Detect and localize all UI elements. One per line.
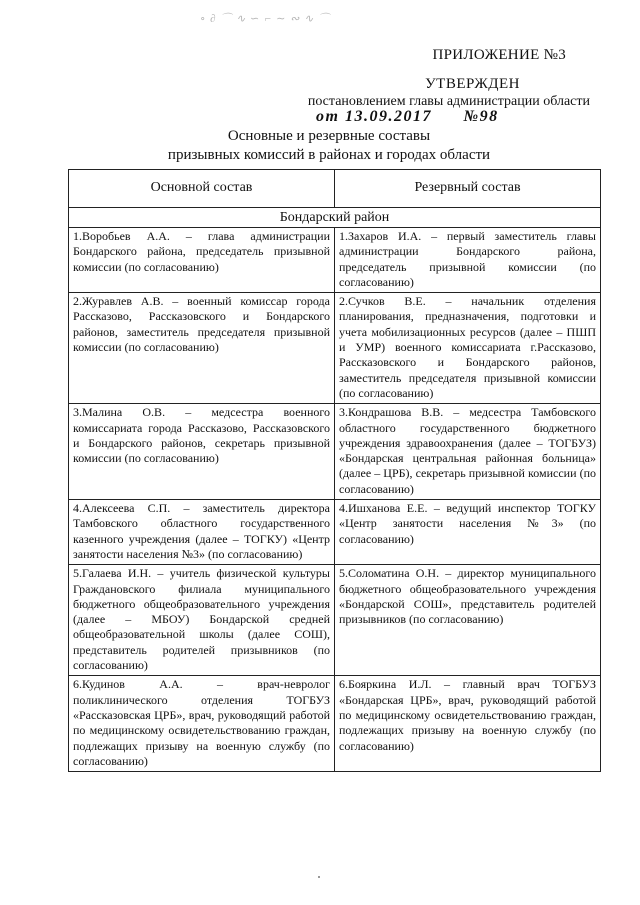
title-line-2: призывных комиссий в районах и городах области [167,147,491,163]
table-row [69,676,601,772]
table-row [69,500,601,565]
page-mark [318,876,320,878]
decree-line: постановлением главы администрации области [307,94,590,109]
reserve-member: 5.Соломатина О.Н. – директор муниципального бюджетного общеобразовательного учреждения «Бондарской СОШ», представитель родителей призывников (по согласованию) [335,565,601,676]
reserve-member: 6.Бояркина И.Л. – главный врач ТОГБУЗ «Бондарская ЦРБ», врач, руководящий работой по медицинскому освидетельствованию граждан, подлежащих призыву на военную службу (по согласованию) [335,676,601,772]
main-member: 6.Кудинов А.А. – врач-невролог поликлинического отделения ТОГБУЗ «Рассказовская ЦРБ», врач, руководящий работой по медицинскому освидетельствованию граждан, подлежащих призыву на военную службу (по согласованию) [69,676,335,772]
reserve-member: 2.Сучков В.Е. – начальник отделения планирования, предназначения, подготовки и учета мобилизационных ресурсов (далее – ПШП и УМР) военного комиссариата г.Рассказово, Рассказовского и Бондарского районов, заместитель председателя призывной комиссии (по согласованию) [335,293,601,404]
date-prefix: от [316,108,340,125]
reserve-member: 3.Кондрашова В.В. – медсестра Тамбовского областного государственного бюджетного учреждения здравоохранения (далее – ТОГБУЗ) «Бондарская центральная районная больница» (далее – ЦРБ), секретарь призывной комиссии (по согласованию) [335,404,601,500]
commission-table [68,169,601,772]
district-name: Бондарский район [69,208,601,228]
table-row [69,404,601,500]
scan-stamp-mark: ∘ ∂ ⌒ ∿ ∽ ⌐ ∼ ∾ ∿ ⌒ [200,13,331,25]
main-member: 5.Галаева И.Н. – учитель физической культуры Граждановского филиала муниципального бюджетного общеобразовательного учреждения (далее – МБОУ) Бондарской средней общеобразовательной школы (далее СОШ), представитель родителей призывников (по согласованию) [69,565,335,676]
decree-date: 13.09.2017 [344,108,432,125]
reserve-member: 4.Ишханова Е.Е. – ведущий инспектор ТОГКУ «Центр занятости населения №3» (по согласованию) [335,500,601,565]
main-member: 1.Воробьев А.А. – глава администрации Бондарского района, председатель призывной комиссии (по согласованию) [69,228,335,293]
reserve-member: 1.Захаров И.А. – первый заместитель главы администрации Бондарского района, председатель призывной комиссии (по согласованию) [335,228,601,293]
main-member: 2.Журавлев А.В. – военный комиссар города Рассказово, Рассказовского и Бондарского районов, заместитель председателя призывной комиссии (по согласованию) [69,293,335,404]
title-line-1: Основные и резервные составы [227,128,431,144]
main-member: 4.Алексеева С.П. – заместитель директора Тамбовского областного государственного казенного учреждения (далее – ТОГКУ) «Центр занятости населения №3» (по согласованию) [69,500,335,565]
approved-label: УТВЕРЖДЕН [425,76,520,92]
appendix-label: ПРИЛОЖЕНИЕ №3 [432,47,566,63]
column-header-reserve: Резервный состав [335,170,601,208]
column-header-main: Основной состав [69,170,335,208]
district-row [69,208,601,228]
decree-number: №98 [463,108,499,125]
table-header-row [69,170,601,208]
decree-date-line [316,108,499,126]
table-row [69,565,601,676]
table-row [69,293,601,404]
table-row [69,228,601,293]
document-title [0,127,640,165]
main-member: 3.Малина О.В. – медсестра военного комиссариата города Рассказово, Рассказовского и Бондарского районов, секретарь призывной комиссии (по согласованию) [69,404,335,500]
